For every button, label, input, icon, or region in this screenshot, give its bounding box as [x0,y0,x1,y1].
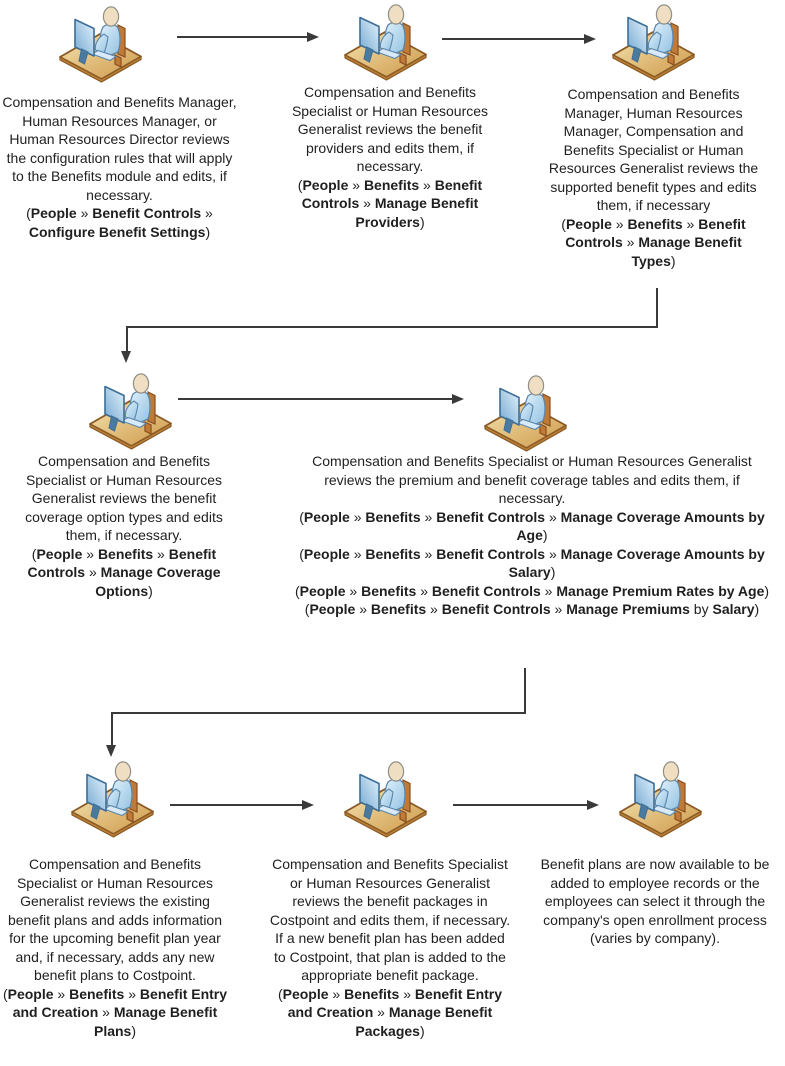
arrow-head-icon [121,351,131,363]
step-8-text [537,855,773,948]
step-description: Compensation and Benefits Specialist or Human Resources Generalist reviews the benefit coverage option types and edits them, if necessary. [25,453,223,543]
menu-path: (People » Benefits » Benefit Controls » Manage Benefit Providers) [297,176,483,230]
step-7-icon [340,760,430,838]
arrow-step4-step5 [178,398,453,400]
person-head [133,374,148,393]
step-6-text [0,855,230,1040]
step-7-text [268,855,512,1040]
connector-2-drop [111,714,113,746]
arrow-head-icon [307,32,319,42]
step-description: Compensation and Benefits Specialist or Human Resources Generalist reviews the benefit packages in Costpoint and edits them, if necessary. If a new benefit plan has been added to Costpoint, that plan is added to the appropriate benefit package. [269,856,511,983]
person-head [663,762,678,781]
arrow-head-icon [587,800,599,810]
person-head [115,762,130,781]
menu-path: (People » Benefits » Benefit Controls » Manage Premium Rates by Age) [294,582,770,599]
person-head [656,5,671,24]
step-4-text [10,452,238,600]
step-5-icon [480,374,570,452]
step-6-icon [67,760,157,838]
connector-2-vertical [524,668,526,714]
menu-path: (People » Benefit Controls » Configure Benefit Settings) [26,205,213,240]
step-menu-paths [0,985,230,1041]
menu-path: (People » Benefits » Benefit Controls » Manage Benefit Types) [561,215,746,269]
arrow-head-icon [452,394,464,404]
person-at-computer-icon [608,3,698,81]
step-menu-paths [282,176,498,232]
connector-1-vertical [656,288,658,328]
step-description: Compensation and Benefits Manager, Human Resources Manager, Compensation and Benefits Specialist or Human Resources Generalist reviews the supported benefit types and edits them, if necessary [548,86,759,213]
person-head [528,376,543,395]
arrow-step7-step8 [453,804,588,806]
step-description: Compensation and Benefits Specialist or Human Resources Generalist reviews the premium and benefit coverage tables and edits them, if necessary. [312,453,752,506]
person-head [103,7,118,26]
arrow-step2-step3 [442,38,585,40]
person-at-computer-icon [67,760,157,838]
arrow-head-icon [302,800,314,810]
connector-1-drop [126,328,128,352]
person-head [388,5,403,24]
step-menu-paths [292,508,772,619]
menu-path: (People » Benefits » Benefit Controls » Manage Coverage Options) [27,545,221,599]
step-menu-paths [10,545,238,601]
person-head [388,762,403,781]
menu-path: (People » Benefits » Benefit Controls » Manage Coverage Amounts by Age) [299,508,765,543]
person-at-computer-icon [85,372,175,450]
step-1-icon [55,5,145,83]
arrow-head-icon [584,34,596,44]
step-description: Compensation and Benefits Manager, Human Resources Manager, or Human Resources Director reviews the configuration rules that will apply to the Benefits module and edits, if necessary. [2,94,237,203]
step-1-text [2,93,237,241]
person-at-computer-icon [55,5,145,83]
connector-1-horizontal [126,326,658,328]
step-description: Compensation and Benefits Specialist or Human Resources Generalist reviews the benefit providers and edits them, if necessary. [291,84,489,174]
person-at-computer-icon [340,3,430,81]
menu-path: (People » Benefits » Benefit Entry and Creation » Manage Benefit Packages) [277,985,503,1039]
person-at-computer-icon [480,374,570,452]
step-3-text [546,85,761,270]
person-at-computer-icon [340,760,430,838]
step-description: Compensation and Benefits Specialist or Human Resources Generalist reviews the existing benefit plans and adds information for the upcoming benefit plan year and, if necessary, adds any new benefit plans to Costpoint. [7,856,223,983]
menu-path: (People » Benefits » Benefit Entry and Creation » Manage Benefit Plans) [2,985,228,1039]
arrow-step6-step7 [170,804,303,806]
step-2-icon [340,3,430,81]
step-8-icon [615,760,705,838]
menu-path: (People » Benefits » Benefit Controls » Manage Coverage Amounts by Salary) [299,545,765,580]
person-at-computer-icon [615,760,705,838]
step-description: Benefit plans are now available to be added to employee records or the employees can select it through the company's open enrollment process (varies by company). [540,856,770,946]
arrow-head-icon [106,745,116,757]
connector-2-horizontal [111,712,526,714]
step-2-text [282,83,498,231]
menu-path: (People » Benefits » Benefit Controls » Manage Premiums by Salary) [304,601,760,617]
step-4-icon [85,372,175,450]
step-menu-paths [268,985,512,1041]
step-menu-paths [546,215,761,271]
step-3-icon [608,3,698,81]
step-5-text [292,452,772,619]
arrow-step1-step2 [177,36,308,38]
step-menu-paths [2,204,237,241]
